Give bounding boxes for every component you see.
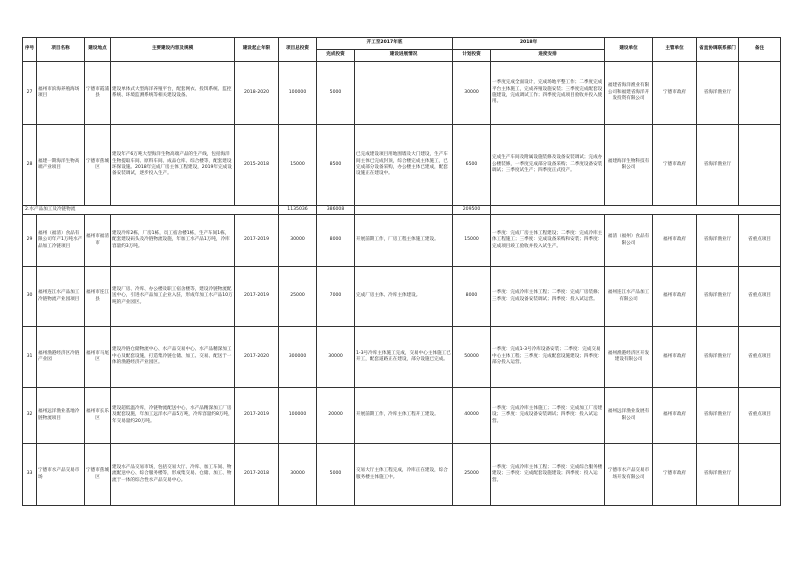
row-completed: 7000 [317,267,355,327]
row-dept: 宁德市政府 [653,444,697,506]
table-row [23,215,781,267]
row-remark: 省重点项目 [739,327,781,388]
row-total: 30000 [279,215,317,267]
row-seq: 32 [23,388,37,444]
category-empty [355,206,453,215]
row-seq: 33 [23,444,37,506]
row-completed: 20000 [317,388,355,444]
row-name: 福州连江水产品加工冷链物流产业园项目 [37,267,85,327]
row-schedule: 完成生产车间及附属设施装修及设备安装调试；完成办公楼装修，一季度完成部分设备采购；二季度设备安装调试；三季度试生产；四季度正式投产。 [491,125,605,206]
row-coord: 省海洋渔业厅 [697,125,739,206]
row-seq: 27 [23,62,37,125]
row-plan: 6500 [453,125,491,206]
project-table [22,37,781,506]
row-location: 福州市连江县 [85,267,111,327]
row-coord: 省海洋渔业厅 [697,444,739,506]
row-plan: 15000 [453,215,491,267]
row-dept: 宁德市政府 [653,62,697,125]
row-coord: 省海洋渔业厅 [697,267,739,327]
row-period: 2017-2018 [235,444,279,506]
row-location: 福州市马尾区 [85,327,111,388]
table-row [23,388,781,444]
row-remark [739,125,781,206]
category-completed: 386008 [317,206,355,215]
row-completed: 5000 [317,444,355,506]
row-total: 30000 [279,444,317,506]
row-name: 福州市滨海养殖海场项目 [37,62,85,125]
row-period: 2015-2018 [235,125,279,206]
row-content: 建设厂房、冷库、办公楼及职工宿舍楼等，建设冷链物流配送中心，引进水产品加工企业入驻，形成年加工水产品10万吨的产业园区。 [111,267,235,327]
row-name: 福州（福清）食品有限公司年产1万吨水产品加工冷链项目 [37,215,85,267]
header-name: 项目名称 [37,38,85,62]
row-progress: 已完成建设项目用地围墙及大门建设，生产车间主体已完成封顶，综合楼完成主体施工，已完成部分设备采购，办公楼主体已建成，配套设施正在建设中。 [355,125,453,206]
row-plan: 8000 [453,267,491,327]
header-seq: 序号 [23,38,37,62]
row-remark: 省重点项目 [739,267,781,327]
category-empty-tail [491,206,781,215]
header-group-2017: 开工至2017年底 [317,38,453,50]
row-period: 2017-2020 [235,327,279,388]
row-schedule: 一季度完成全面设计，完成场地平整工作；二季度完成平台主体施工，完成养殖设施安装；三季度完成配套设施建设，完成调试工作；四季度完成项目验收并投入使用。 [491,62,605,125]
row-plan: 50000 [453,327,491,388]
row-unit: 宁德市水产品交易市场开发有限公司 [605,444,653,506]
table-row [23,267,781,327]
row-total: 100000 [279,388,317,444]
row-progress: 交易大厅主体工程完成，冷库正在建设，综合服务楼主体施工中。 [355,444,453,506]
header-dept: 主管单位 [653,38,697,62]
row-unit: 福清（福州）食品有限公司 [605,215,653,267]
row-unit: 福建省海洋渔业有限公司和福建省海洋开发投资有限公司 [605,62,653,125]
row-coord: 省海洋渔业厅 [697,327,739,388]
row-seq: 30 [23,267,37,327]
row-content: 建设单体式大型海洋养殖平台，配套网衣、投饵系统、监控系统、环境监测系统等相关建设设备。 [111,62,235,125]
row-dept: 福州市政府 [653,267,697,327]
row-coord: 省海洋渔业厅 [697,388,739,444]
row-dept: 福州市政府 [653,388,697,444]
row-seq: 31 [23,327,37,388]
row-remark [739,444,781,506]
category-label: 2.水产品加工及冷链物流 [23,206,279,215]
row-coord: 省海洋渔业厅 [697,215,739,267]
row-total: 15000 [279,125,317,206]
row-period: 2017-2019 [235,215,279,267]
row-total: 100000 [279,62,317,125]
row-dept: 福州市政府 [653,215,697,267]
row-period: 2018-2020 [235,62,279,125]
row-name: 福州渔港经济区冷链产业园 [37,327,85,388]
row-location: 福州市长乐区 [85,388,111,444]
row-content: 建设超低温冷库，冷链物流配送中心，水产品精深加工厂房及配套设施，年加工远洋水产品5万吨，冷库容量约8万吨，年交易量约20万吨。 [111,388,235,444]
row-unit: 福州连江水产品加工有限公司 [605,267,653,327]
row-remark [739,62,781,125]
row-progress: 1-3号冷库主体施工完成，交易中心主体施工已开工，配套道路正在建设，部分设施已完成。 [355,327,453,388]
row-content: 建设冷库2栋，厂房1栋，员工宿舍楼1栋，生产车间1栋，配套建设码头及冷链物流设施，年加工水产品1万吨，冷库容量约3万吨。 [111,215,235,267]
row-location: 宁德市霞浦县 [85,62,111,125]
row-schedule: 一季度：完成冷库主体施工；二季度：完成加工厂房建设；三季度：完成设备安装调试；四季度：投入试运营。 [491,388,605,444]
row-coord: 省海洋渔业厅 [697,62,739,125]
table-row [23,327,781,388]
table-row [23,444,781,506]
row-location: 宁德市蕉城区 [85,125,111,206]
header-schedule: 进度安排 [491,50,605,62]
row-content: 建设冷链仓储物流中心、水产品交易中心、水产品精深加工中心及配套设施，打造集冷链仓储、加工、交易、配送于一体的渔港经济产业园区。 [111,327,235,388]
header-content: 主要建设内容及规模 [111,38,235,62]
row-period: 2017-2019 [235,388,279,444]
row-completed: 8000 [317,215,355,267]
row-location: 宁德市蕉城区 [85,444,111,506]
row-name: 福建一期海洋生物高端产业项目 [37,125,85,206]
header-remark: 备注 [739,38,781,62]
header-period: 建设起止年限 [235,38,279,62]
row-unit: 福州渔港经济区开发建设有限公司 [605,327,653,388]
row-unit: 福州远洋渔业发展有限公司 [605,388,653,444]
row-dept: 宁德市政府 [653,125,697,206]
header-progress: 建设进展情况 [355,50,453,62]
row-location: 福州市福清市 [85,215,111,267]
header-group-2018: 2018年 [453,38,605,50]
row-completed: 30000 [317,327,355,388]
row-remark: 省重点项目 [739,388,781,444]
row-schedule: 一季度：完成冷库主体工程；二季度：完成厂房装修；三季度：完成设备安装调试；四季度：投入试运营。 [491,267,605,327]
category-total: 1135036 [279,206,317,215]
row-progress [355,62,453,125]
row-total: 300000 [279,327,317,388]
row-schedule: 一季度：完成1-3号冷库设备安装；二季度：完成交易中心主体工程；三季度：完成配套设施建设；四季度：部分投入运营。 [491,327,605,388]
row-schedule: 一季度：完成冷库主体工程；二季度：完成综合服务楼建设；三季度：完成配套设施建设；四季度：投入运营。 [491,444,605,506]
header-completed: 完成投资 [317,50,355,62]
row-completed: 8500 [317,125,355,206]
header-unit: 建设单位 [605,38,653,62]
category-row [23,206,781,215]
row-remark: 省重点项目 [739,215,781,267]
header-location: 建设地点 [85,38,111,62]
row-progress: 开展前期工作，厂房工程主体施工建设。 [355,215,453,267]
header-coord: 省直协调联系部门 [697,38,739,62]
row-unit: 福建海洋生物科技有限公司 [605,125,653,206]
header-total: 项目总投资 [279,38,317,62]
row-seq: 28 [23,125,37,206]
row-total: 25000 [279,267,317,327]
table-row [23,62,781,125]
row-progress: 完成厂房主体、冷库主体建设。 [355,267,453,327]
row-name: 宁德市水产品交易市场 [37,444,85,506]
header-plan: 计划投资 [453,50,491,62]
row-seq: 29 [23,215,37,267]
row-completed: 5000 [317,62,355,125]
row-content: 建设年产6万吨大型海洋生物高端产品的生产线，包括海洋生物提取车间、原料车间、成品仓库、综合楼等，配套建设环保设施。2018年完成厂房主体工程建设，2019年完成设备安装调试，逐步投入生产。 [111,125,235,206]
category-plan: 209500 [453,206,491,215]
table-row [23,125,781,206]
row-plan: 40000 [453,388,491,444]
row-name: 福州远洋渔业基地冷链物流项目 [37,388,85,444]
row-progress: 开展前期工作，冷库主体工程开工建设。 [355,388,453,444]
row-plan: 30000 [453,62,491,125]
row-plan: 25000 [453,444,491,506]
row-dept: 福州市政府 [653,327,697,388]
row-period: 2017-2019 [235,267,279,327]
row-content: 建设水产品交易市场，包括交易大厅、冷库、加工车间、物流配送中心、综合服务楼等，形成集交易、仓储、加工、物流于一体的综合性水产品交易中心。 [111,444,235,506]
row-schedule: 一季度：完成厂房主体工程建设；二季度：完成冷库主体工程施工；三季度：完成设备采购和安装；四季度：完成项目竣工验收并投入试生产。 [491,215,605,267]
